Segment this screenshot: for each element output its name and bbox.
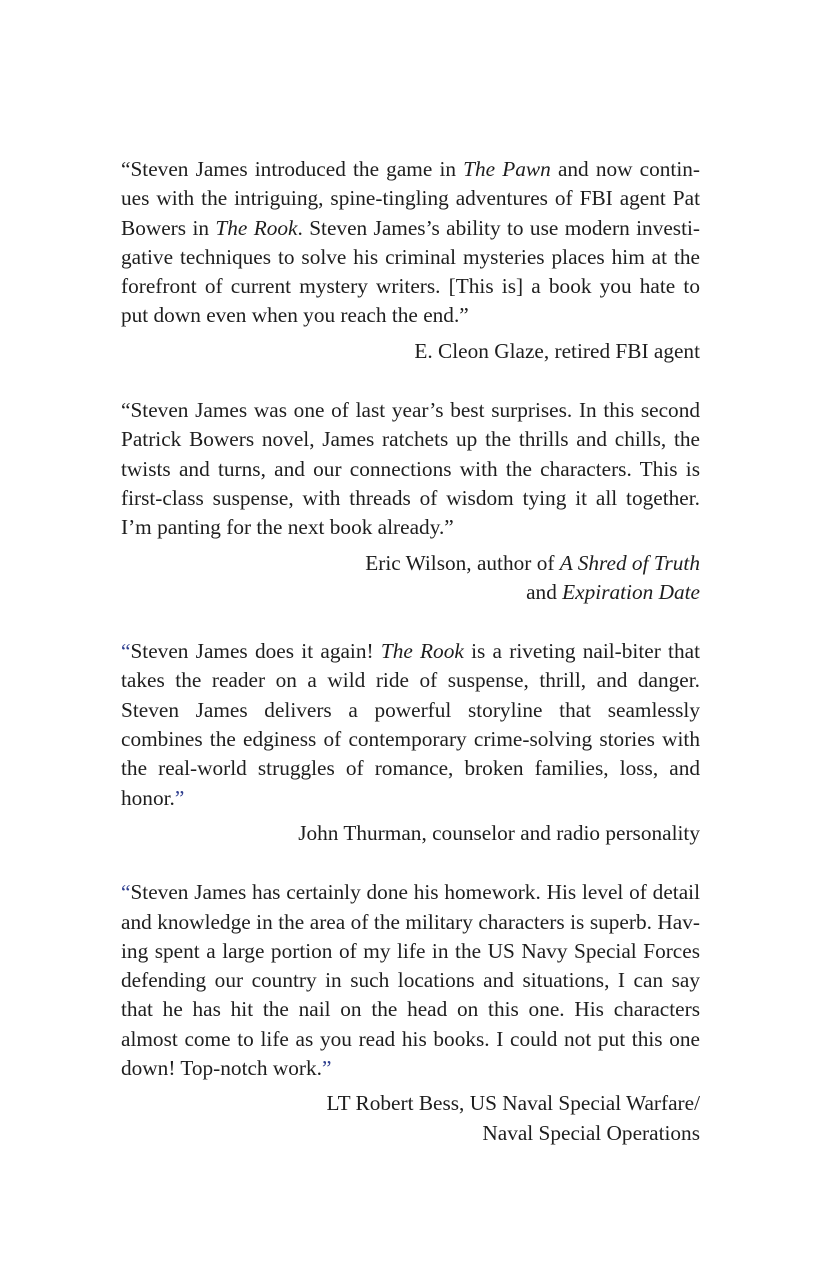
book-title: The Rook [215, 215, 298, 240]
open-quote-mark: “ [121, 639, 131, 664]
endorsement-2 [121, 396, 700, 607]
attribution-text: LT Robert Bess, US Naval Special Warfare/ [326, 1091, 700, 1116]
attribution-text: Naval Special Operations [482, 1120, 700, 1145]
endorsement-quote [121, 637, 700, 813]
endorsement-quote [121, 396, 700, 542]
book-title: The Pawn [463, 157, 551, 181]
endorsement-quote [121, 155, 700, 331]
close-quote-mark: ” [322, 1056, 332, 1081]
endorsement-attribution [121, 549, 700, 608]
quote-text: “Steven James was one of last year’s best surprises. In this second Patrick Bowers novel, James ratchets up the thrills and chills, the twists and turns, and our connections with the characters. This is first-class suspense, with threads of wisdom tying it all together. I’m panting for the next book already.” [121, 398, 700, 540]
attribution-text: and [526, 579, 563, 604]
endorsement-3 [121, 637, 700, 848]
quote-text: is a riveting nail-biter that takes the reader on a wild ride of suspense, thrill, and danger. Steven James delivers a powerful storyline that seamlessly combines the edginess of contemporary crime-solving stories with the real-world struggles of romance, broken families, loss, and honor. [121, 639, 700, 810]
open-quote-mark: “ [121, 880, 131, 905]
endorsement-attribution [121, 819, 700, 848]
attribution-text: John Thurman, counselor and radio personality [298, 820, 700, 845]
quote-text: “Steven James introduced the game in [121, 157, 464, 181]
close-quote-mark: ” [174, 785, 185, 810]
quote-text: and now contin-ues with the intriguing, spine-tingling adventures of FBI agent Pat Bowers in [121, 157, 701, 240]
attribution-text: E. Cleon Glaze, retired FBI agent [414, 338, 700, 363]
quote-text: . Steven James’s ability to use modern investi-gative techniques to solve his criminal mysteries places him at the forefront of current mystery writers. [This is] a book you hate to put down even when you reach the end.” [121, 215, 701, 328]
endorsement-attribution [121, 1089, 700, 1148]
endorsement-quote [121, 878, 700, 1083]
quote-text: Steven James does it again! [130, 639, 381, 664]
endorsement-4 [121, 878, 700, 1148]
book-title: A Shred of Truth [559, 550, 700, 575]
quote-text: Steven James has certainly done his homework. His level of detail and knowledge in the area of the military characters is superb. Hav-ing spent a large portion of my life in the US Navy Special Forces defending our country in such locations and situations, I can say that he has hit the nail on the head on this one. His characters almost come to life as you read his books. I could not put this one down! Top-notch work. [121, 880, 700, 1081]
endorsements-page [121, 155, 700, 1178]
endorsement-attribution [121, 337, 700, 366]
attribution-text: Eric Wilson, author of [365, 550, 560, 575]
endorsement-1 [121, 155, 700, 366]
book-title: Expiration Date [562, 579, 700, 604]
book-title: The Rook [380, 639, 464, 664]
